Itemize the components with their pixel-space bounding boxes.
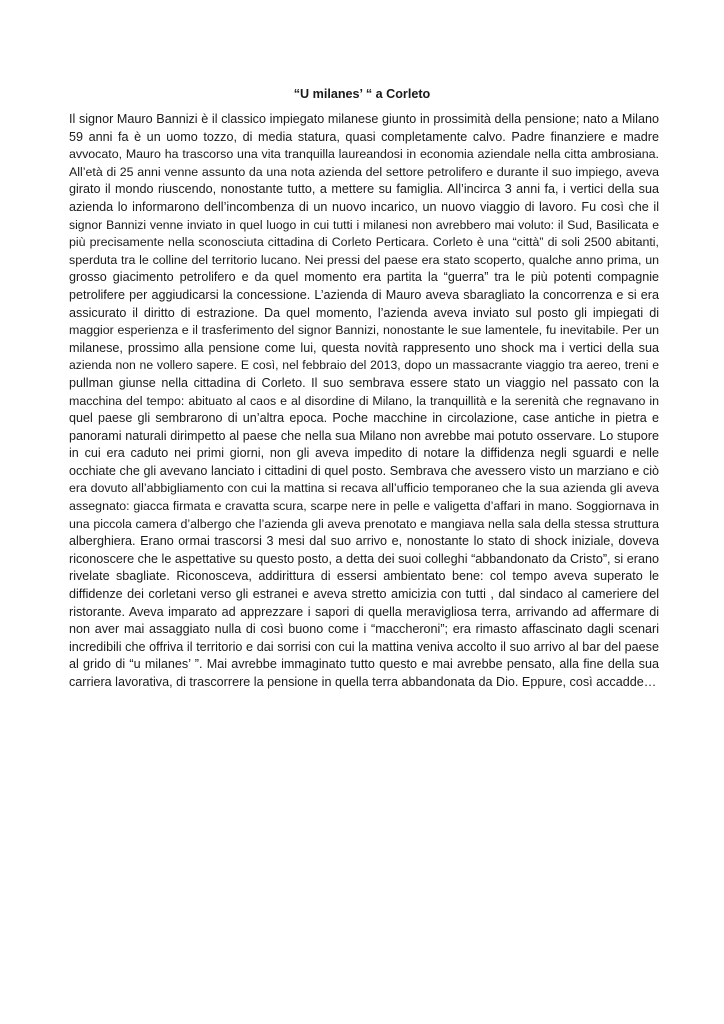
body-line: carriera lavorativa, di trascorrere la pensione in quella terra abbandonata da Dio. Eppure, così accadde… (69, 675, 657, 689)
body-line: in cui era caduto nei primi giorni, non gli aveva impedito di notare la diffidenza negli sguardi e nelle (69, 446, 659, 461)
body-line: azienda non ne vollero sapere. E così, nel febbraio del 2013, dopo un massacrante viaggio tra aereo, treni e (69, 358, 659, 373)
body-line: rivelate sbagliate. Riconosceva, addirittura di essersi ambientato bene: col tempo aveva superato le (69, 569, 659, 584)
body-line: All’età di 25 anni venne assunto da una nota azienda del settore petrolifero e durante il suo impiego, aveva (69, 164, 659, 179)
body-line: diffidenze dei corletani verso gli estranei e aveva stretto amicizia con tutti , dal sindaco al cameriere del (69, 587, 659, 602)
body-line: assegnato: giacca firmata e cravatta scura, scarpe nere in pelle e valigetta d’affari in mano. Soggiornava in (69, 499, 659, 514)
body-line: occhiate che gli avevano lanciato i cittadini di quel posto. Sembrava che avessero visto un marziano e ciò (69, 463, 659, 478)
body-line: grosso giacimento petrolifero e da quel momento era partita la “guerra” tra le più potenti compagnie (69, 270, 659, 285)
body-line: panorami naturali dirimpetto al paese che nella sua Milano non avrebbe mai potuto osservare. Lo stupore (69, 428, 659, 443)
body-line: signor Bannizi venne inviato in quel luogo in cui tutti i milanesi non avrebbero mai voluto: il Sud, Basilicata e (69, 217, 659, 232)
body-line: 59 anni fa è un uomo tozzo, di media statura, quasi completamente calvo. Padre finanziere e madre (69, 129, 659, 144)
body-line: una piccola camera d’albergo che l’azienda gli aveva prenotato e mangiava nella sala della stessa struttura (69, 516, 659, 531)
body-line: maggior esperienza e il trasferimento del signor Bannizi, nonostante le sue lamentele, fu inevitabile. Per un (69, 323, 659, 338)
body-line: più precisamente nella sconosciuta cittadina di Corleto Perticara. Corleto è una “città” di soli 2500 abitanti, (69, 235, 659, 250)
body-line: non aver mai assaggiato nulla di così buono come i “maccheroni”; era rimasto affascinato dagli scenari (69, 622, 659, 637)
body-line: riconoscere che le aspettative su questo posto, a detta dei suoi colleghi “abbandonato da Cristo”, si erano (69, 551, 659, 566)
body-line: milanese, prossimo alla pensione come lui, questa novità rappresento uno shock ma i vertici della sua (69, 340, 659, 355)
body-line: ristorante. Aveva imparato ad apprezzare i sapori di quella meravigliosa terra, arrivando ad affermare di (69, 604, 659, 619)
document-title: “U milanes’ “ a Corleto (293, 87, 431, 101)
body-line: incredibili che offriva il territorio e dai sorrisi con cui la mattina veniva accolto il suo arrivo al bar del paese (69, 639, 659, 654)
body-line: azienda lo informarono dell’incombenza di un nuovo incarico, un nuovo viaggio di lavoro. Fu così che il (69, 199, 659, 214)
body-line: Il signor Mauro Bannizi è il classico impiegato milanese giunto in prossimità della pensione; nato a Milano (69, 112, 659, 126)
body-line: quel paese gli sembrarono di un’altra epoca. Poche macchine in circolazione, case antiche in pietra e (69, 411, 659, 426)
body-line: petrolifere per aggiudicarsi la concessione. L’azienda di Mauro aveva sbaragliato la concorrenza e si era (69, 287, 659, 302)
body-line: girato il mondo riuscendo, nonostante tutto, a mettere su famiglia. All’incirca 3 anni fa, i vertici della sua (69, 182, 659, 197)
body-line: alberghiera. Erano ormai trascorsi 3 mesi dal suo arrivo e, nonostante lo stato di shock iniziale, doveva (69, 534, 659, 549)
body-line: sperduta tra le colline del territorio lucano. Nei pressi del paese era stato scoperto, qualche anno prima, un (69, 252, 659, 267)
body-line: al grido di “u milanes’ ”. Mai avrebbe immaginato tutto questo e mai avrebbe pensato, alla fine della sua (69, 657, 659, 672)
body-line: avvocato, Mauro ha trascorso una vita tranquilla laureandosi in economia aziendale nella citta ambrosiana. (69, 147, 659, 162)
body-line: macchina del tempo: abituato al caos e al disordine di Milano, la tranquillità e la serenità che regnavano in (69, 393, 659, 408)
document-body (69, 111, 659, 692)
body-line: pullman giunse nella cittadina di Corleto. Il suo sembrava essere stato un viaggio nel passato con la (69, 375, 659, 390)
body-line: era dovuto all’abbigliamento con cui la mattina si recava all’ufficio temporaneo che la sua azienda gli aveva (69, 481, 659, 496)
body-line: assicurato il diritto di estrazione. Da quel momento, l’azienda aveva inviato sul posto gli impiegati di (69, 305, 659, 320)
